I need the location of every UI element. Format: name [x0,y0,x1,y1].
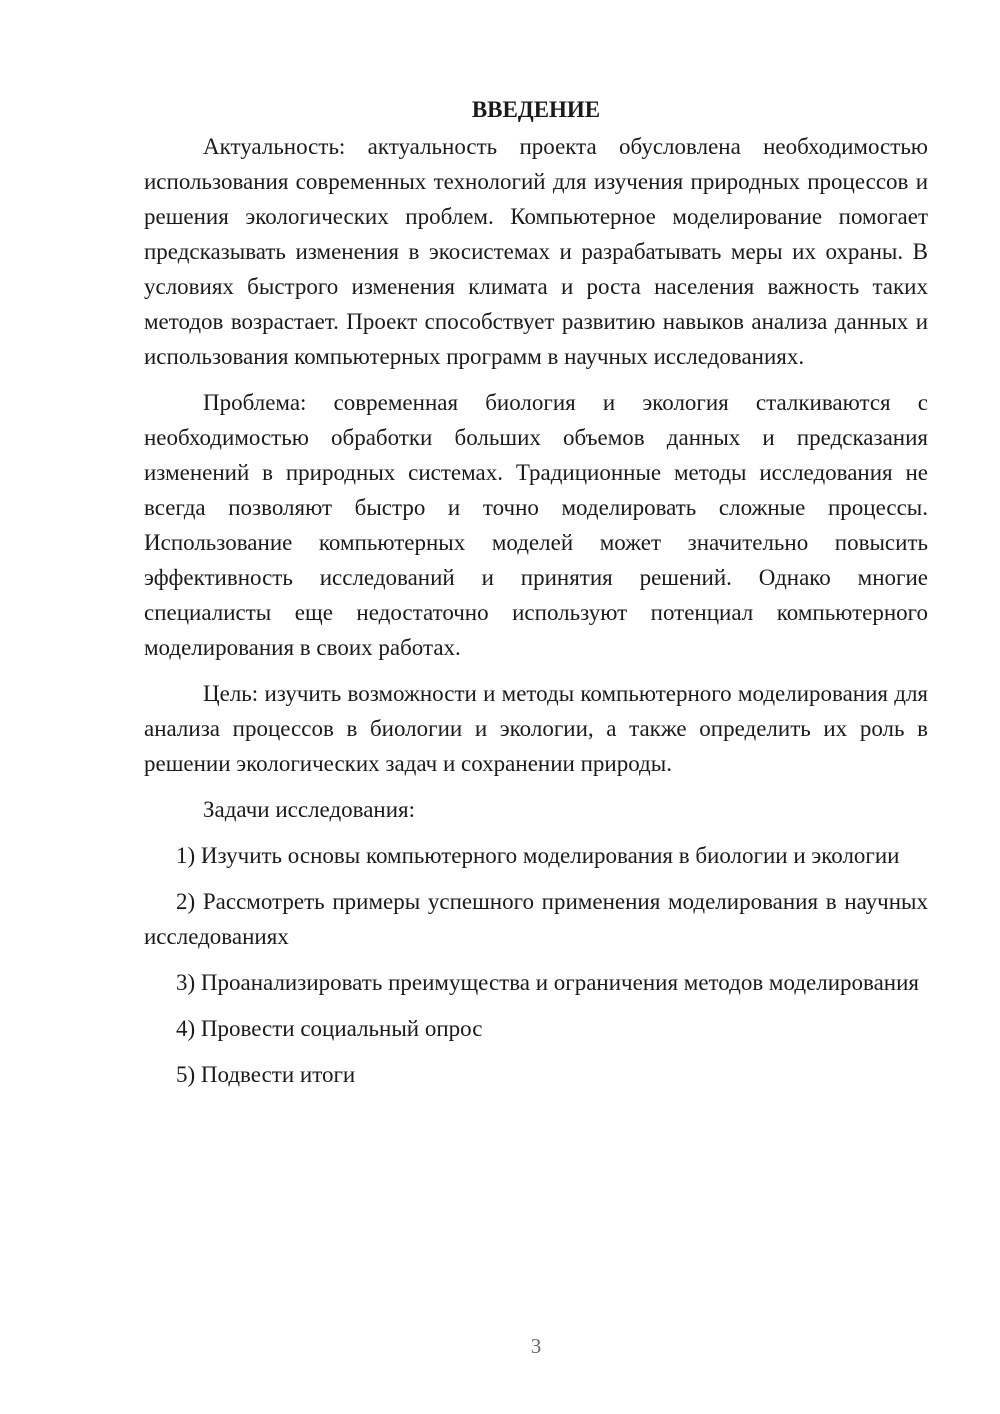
page-number: 3 [530,1334,542,1358]
task-item-5: 5) Подвести итоги [176,1062,356,1087]
tasks-intro: Задачи исследования: [203,797,416,822]
task-item-4: 4) Провести социальный опрос [176,1016,483,1041]
task-item-1: 1) Изучить основы компьютерного моделирования в биологии и экологии [176,843,900,868]
paragraph-goal: Цель: изучить возможности и методы компьютерного моделирования для анализа процессов в биологии и экологии, а также определить их роль в решении экологических задач и сохранении природы. [144,681,928,776]
section-heading: ВВЕДЕНИЕ [471,97,601,122]
document-page [144,92,928,1103]
task-item-2: 2) Рассмотреть примеры успешного применения моделирования в научных исследованиях [144,889,928,949]
task-item-3: 3) Проанализировать преимущества и ограничения методов моделирования [176,970,919,995]
paragraph-relevance: Актуальность: актуальность проекта обусловлена необходимостью использования современных технологий для изучения природных процессов и решения экологических проблем. Компьютерное моделирование помогает предсказывать изменения в экосистемах и разрабатывать меры их охраны. В условиях быстрого изменения климата и роста населения важность таких методов возрастает. Проект способствует развитию навыков анализа данных и использования компьютерных программ в научных исследованиях. [144,134,928,369]
paragraph-problem: Проблема: современная биология и экология сталкиваются с необходимостью обработки больших объемов данных и предсказания изменений в природных системах. Традиционные методы исследования не всегда позволяют быстро и точно моделировать сложные процессы. Использование компьютерных моделей может значительно повысить эффективность исследований и принятия решений. Однако многие специалисты еще недостаточно используют потенциал компьютерного моделирования в своих работах. [144,390,928,660]
